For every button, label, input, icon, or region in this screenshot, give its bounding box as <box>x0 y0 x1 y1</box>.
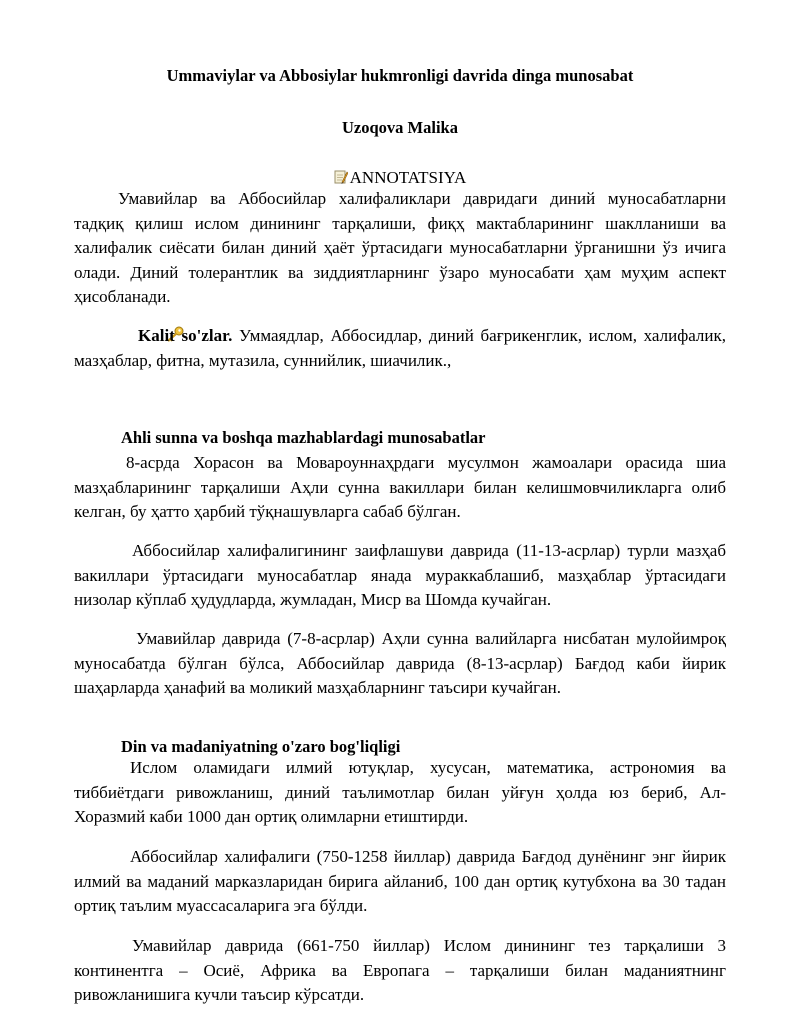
document-title: Ummaviylar va Abbosiylar hukmronligi davrida dinga munosabat <box>166 66 634 85</box>
annotation-heading-label: ANNOTATSIYA <box>349 168 467 187</box>
section2-paragraph: Аббосийлар халифалиги (750-1258 йиллар) даврида Бағдод дунёнинг энг йирик илмий ва маданий марказларидан бирига айланиб, 100 дан ортиқ кутубхона ва 30 тадан ортиқ таълим муассасаларига эга бўлди. <box>74 847 726 915</box>
section-heading-din-madaniyat: Din va madaniyatning o'zaro bog'liqligi <box>121 737 401 756</box>
section1-paragraph: Умавийлар даврида (7-8-асрлар) Аҳли сунна валийларга нисбатан мулойимроқ муносабатда бўлган бўлса, Аббосийлар даврида (8-13-асрлар) Бағдод каби йирик шаҳарларда ҳанафий ва моликий мазҳабларнинг таъсири кучайган. <box>74 629 726 697</box>
key-icon <box>120 325 138 341</box>
keywords-label: Kalit so'zlar. <box>138 326 233 345</box>
annotation-heading <box>0 168 800 188</box>
section1-paragraph: Аббосийлар халифалигининг заифлашуви даврида (11-13-асрлар) турли мазҳаб вакиллари ўртасидаги муносабатлар янада мураккаблашиб, мазҳаблар ўртасидаги низолар кўплаб ҳудудларда, жумладан, Миср ва Шомда кучайган. <box>74 541 726 609</box>
pencil-note-icon <box>334 169 348 185</box>
section2-paragraph: Ислом оламидаги илмий ютуқлар, хусусан, математика, астрономия ва тиббиётдаги ривожланиш, диний таълимотлар билан уйғун ҳолда юз бериб, Ал-Хоразмий каби 1000 дан ортиқ олимларни етиштирди. <box>74 758 726 826</box>
annotation-text: Умавийлар ва Аббосийлар халифаликлари давридаги диний муносабатларни тадқиқ қилиш ислом динининг тарқалиши, фиқҳ мактабларининг шаклланиши ва халифалик сиёсати билан диний ҳаёт ўртасидаги муносабатларни ўрганишни ўз ичига олади. Диний толерантлик ва зиддиятларнинг ўзаро муносабати ҳам муҳим аспект ҳисобланади. <box>74 189 726 306</box>
keywords-paragraph <box>74 324 726 373</box>
author-name: Uzoqova Malika <box>342 118 458 137</box>
section1-paragraph: 8-асрда Хорасон ва Мовароуннаҳрдаги мусулмон жамоалари орасида шиа мазҳабларининг тарқалиши Аҳли сунна вакиллари билан келишмовчиликларга олиб келган, бу ҳатто ҳарбий тўқнашувларга сабаб бўлган. <box>74 453 726 521</box>
keywords-list: Уммаядлар, Аббосидлар, диний бағрикенглик, ислом, халифалик, мазҳаблар, фитна, мутазила, суннийлик, шиачилик., <box>74 326 726 370</box>
section2-paragraph: Умавийлар даврида (661-750 йиллар) Ислом динининг тез тарқалиши 3 континентга – Осиё, Африка ва Европага – тарқалиши билан маданиятнинг ривожланишига кучли таъсир кўрсатди. <box>74 936 726 1004</box>
section-heading-ahli-sunna: Ahli sunna va boshqa mazhablardagi munosabatlar <box>121 428 486 447</box>
